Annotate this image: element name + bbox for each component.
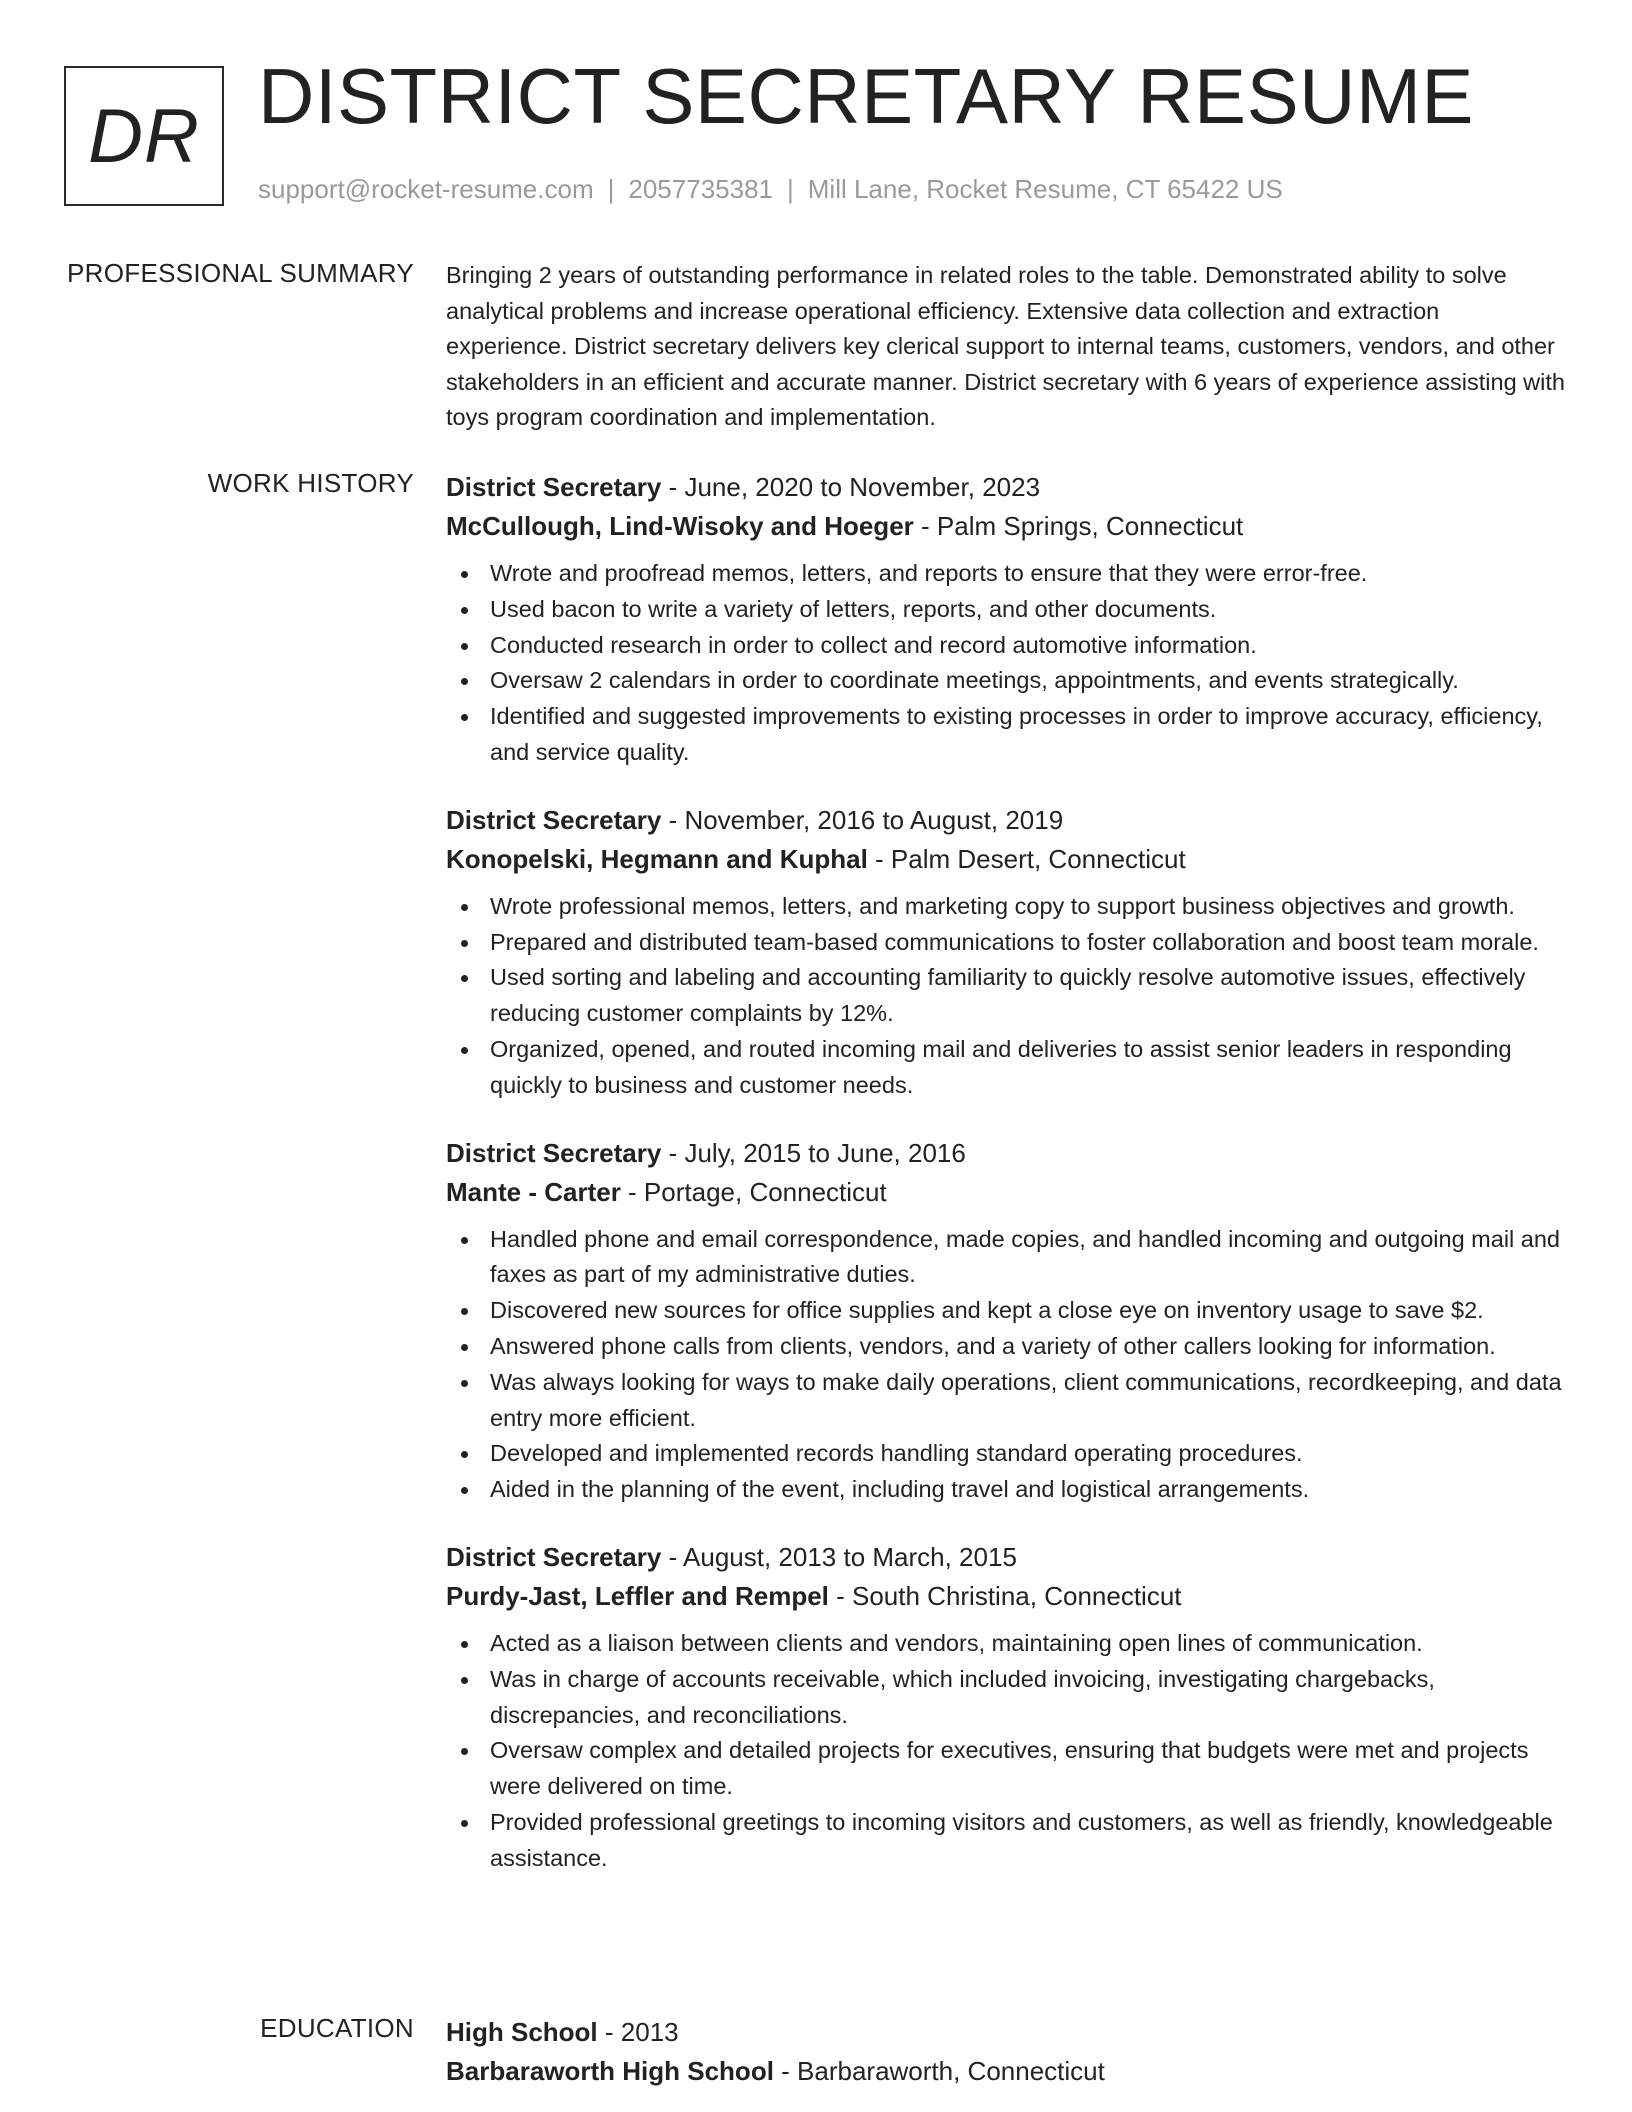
job-bullet: Used bacon to write a variety of letters, reports, and other documents.	[446, 592, 1566, 628]
education-location: - Barbaraworth, Connecticut	[773, 2056, 1105, 2086]
contact-email[interactable]: support@rocket-resume.com	[258, 174, 594, 204]
job-bullet: Used sorting and labeling and accounting familiarity to quickly resolve automotive issues, effectively reducing customer complaints by 12%.	[446, 960, 1566, 1032]
contact-phone[interactable]: 2057735381	[628, 174, 773, 204]
job-dates: - August, 2013 to March, 2015	[661, 1541, 1017, 1572]
job-location: - Portage, Connecticut	[620, 1176, 887, 1207]
job-bullet: Conducted research in order to collect and record automotive information.	[446, 628, 1566, 664]
job-bullet: Handled phone and email correspondence, made copies, and handled incoming and outgoing mail and faxes as part of my administrative duties.	[446, 1222, 1566, 1294]
job-title-line	[446, 1134, 1566, 1173]
education-year: - 2013	[597, 2017, 679, 2047]
monogram-badge	[64, 66, 224, 206]
job-dates: - July, 2015 to June, 2016	[661, 1137, 966, 1168]
job-location: - Palm Desert, Connecticut	[867, 843, 1186, 874]
job-title-line	[446, 801, 1566, 840]
contact-line	[258, 174, 1283, 205]
education-degree: High School	[446, 2017, 598, 2047]
job-title: District Secretary	[446, 804, 662, 835]
job-location: - South Christina, Connecticut	[828, 1580, 1182, 1611]
summary-body	[446, 258, 1566, 436]
job-bullet: Identified and suggested improvements to existing processes in order to improve accuracy, efficiency, and service quality.	[446, 699, 1566, 771]
job-bullet: Oversaw complex and detailed projects for executives, ensuring that budgets were met and projects were delivered on time.	[446, 1733, 1566, 1805]
job-entry	[446, 801, 1566, 1104]
education-school-line	[446, 2052, 1566, 2091]
monogram-initials: DR	[88, 93, 200, 179]
job-bullet: Discovered new sources for office supplies and kept a close eye on inventory usage to save $2.	[446, 1293, 1566, 1329]
job-bullet: Prepared and distributed team-based communications to foster collaboration and boost team morale.	[446, 925, 1566, 961]
summary-text: Bringing 2 years of outstanding performance in related roles to the table. Demonstrated ability to solve analytical problems and increase operational efficiency. Extensive data collection and extraction experience. District secretary delivers key clerical support to internal teams, customers, vendors, and other stakeholders in an efficient and accurate manner. District secretary with 6 years of experience assisting with toys program coordination and implementation.	[446, 262, 1565, 431]
job-company: McCullough, Lind-Wisoky and Hoeger	[446, 511, 914, 541]
job-title-line	[446, 1538, 1566, 1577]
job-title: District Secretary	[446, 1137, 662, 1168]
job-company: Purdy-Jast, Leffler and Rempel	[446, 1580, 829, 1611]
page-title: DISTRICT SECRETARY RESUME	[258, 52, 1474, 140]
job-bullet: Developed and implemented records handling standard operating procedures.	[446, 1436, 1566, 1472]
job-bullet: Provided professional greetings to incoming visitors and customers, as well as friendly, knowledgeable assistance.	[446, 1805, 1566, 1877]
job-bullet: Wrote and proofread memos, letters, and reports to ensure that they were error-free.	[446, 556, 1566, 592]
job-bullet: Was always looking for ways to make daily operations, client communications, recordkeeping, and data entry more efficient.	[446, 1365, 1566, 1437]
job-bullet: Organized, opened, and routed incoming mail and deliveries to assist senior leaders in responding quickly to business and customer needs.	[446, 1032, 1566, 1104]
job-location: - Palm Springs, Connecticut	[913, 511, 1244, 541]
job-bullet: Oversaw 2 calendars in order to coordinate meetings, appointments, and events strategically.	[446, 663, 1566, 699]
job-bullet: Aided in the planning of the event, including travel and logistical arrangements.	[446, 1472, 1566, 1508]
job-bullet: Was in charge of accounts receivable, which included invoicing, investigating chargebacks, discrepancies, and reconciliations.	[446, 1662, 1566, 1734]
education-school: Barbaraworth High School	[446, 2056, 774, 2086]
job-company: Mante - Carter	[446, 1176, 621, 1207]
education-degree-line	[446, 2013, 1566, 2052]
job-bullet: Answered phone calls from clients, vendors, and a variety of other callers looking for information.	[446, 1329, 1566, 1365]
work-history-body	[446, 468, 1566, 1877]
job-bullet-list	[446, 556, 1566, 771]
job-dates: - June, 2020 to November, 2023	[661, 472, 1041, 502]
job-entry	[446, 468, 1566, 771]
section-heading: EDUCATION	[260, 2013, 414, 2043]
job-bullet: Acted as a liaison between clients and vendors, maintaining open lines of communication.	[446, 1626, 1566, 1662]
job-company-line	[446, 507, 1566, 546]
job-bullet: Wrote professional memos, letters, and marketing copy to support business objectives and growth.	[446, 889, 1566, 925]
job-entry	[446, 1134, 1566, 1508]
contact-address: Mill Lane, Rocket Resume, CT 65422 US	[807, 174, 1283, 204]
education-body	[446, 2013, 1566, 2091]
section-heading: WORK HISTORY	[207, 468, 414, 498]
job-bullet-list	[446, 1626, 1566, 1877]
job-bullet-list	[446, 1222, 1566, 1508]
job-company-line	[446, 1577, 1566, 1616]
job-title: District Secretary	[446, 1541, 662, 1572]
job-bullet-list	[446, 889, 1566, 1104]
job-company: Konopelski, Hegmann and Kuphal	[446, 843, 868, 874]
job-entry	[446, 1538, 1566, 1877]
job-company-line	[446, 1173, 1566, 1212]
job-title: District Secretary	[446, 472, 662, 502]
job-title-line	[446, 468, 1566, 507]
section-heading: PROFESSIONAL SUMMARY	[67, 258, 414, 288]
job-company-line	[446, 840, 1566, 879]
contact-separator: |	[607, 174, 615, 204]
contact-separator: |	[787, 174, 794, 204]
job-dates: - November, 2016 to August, 2019	[661, 804, 1064, 835]
